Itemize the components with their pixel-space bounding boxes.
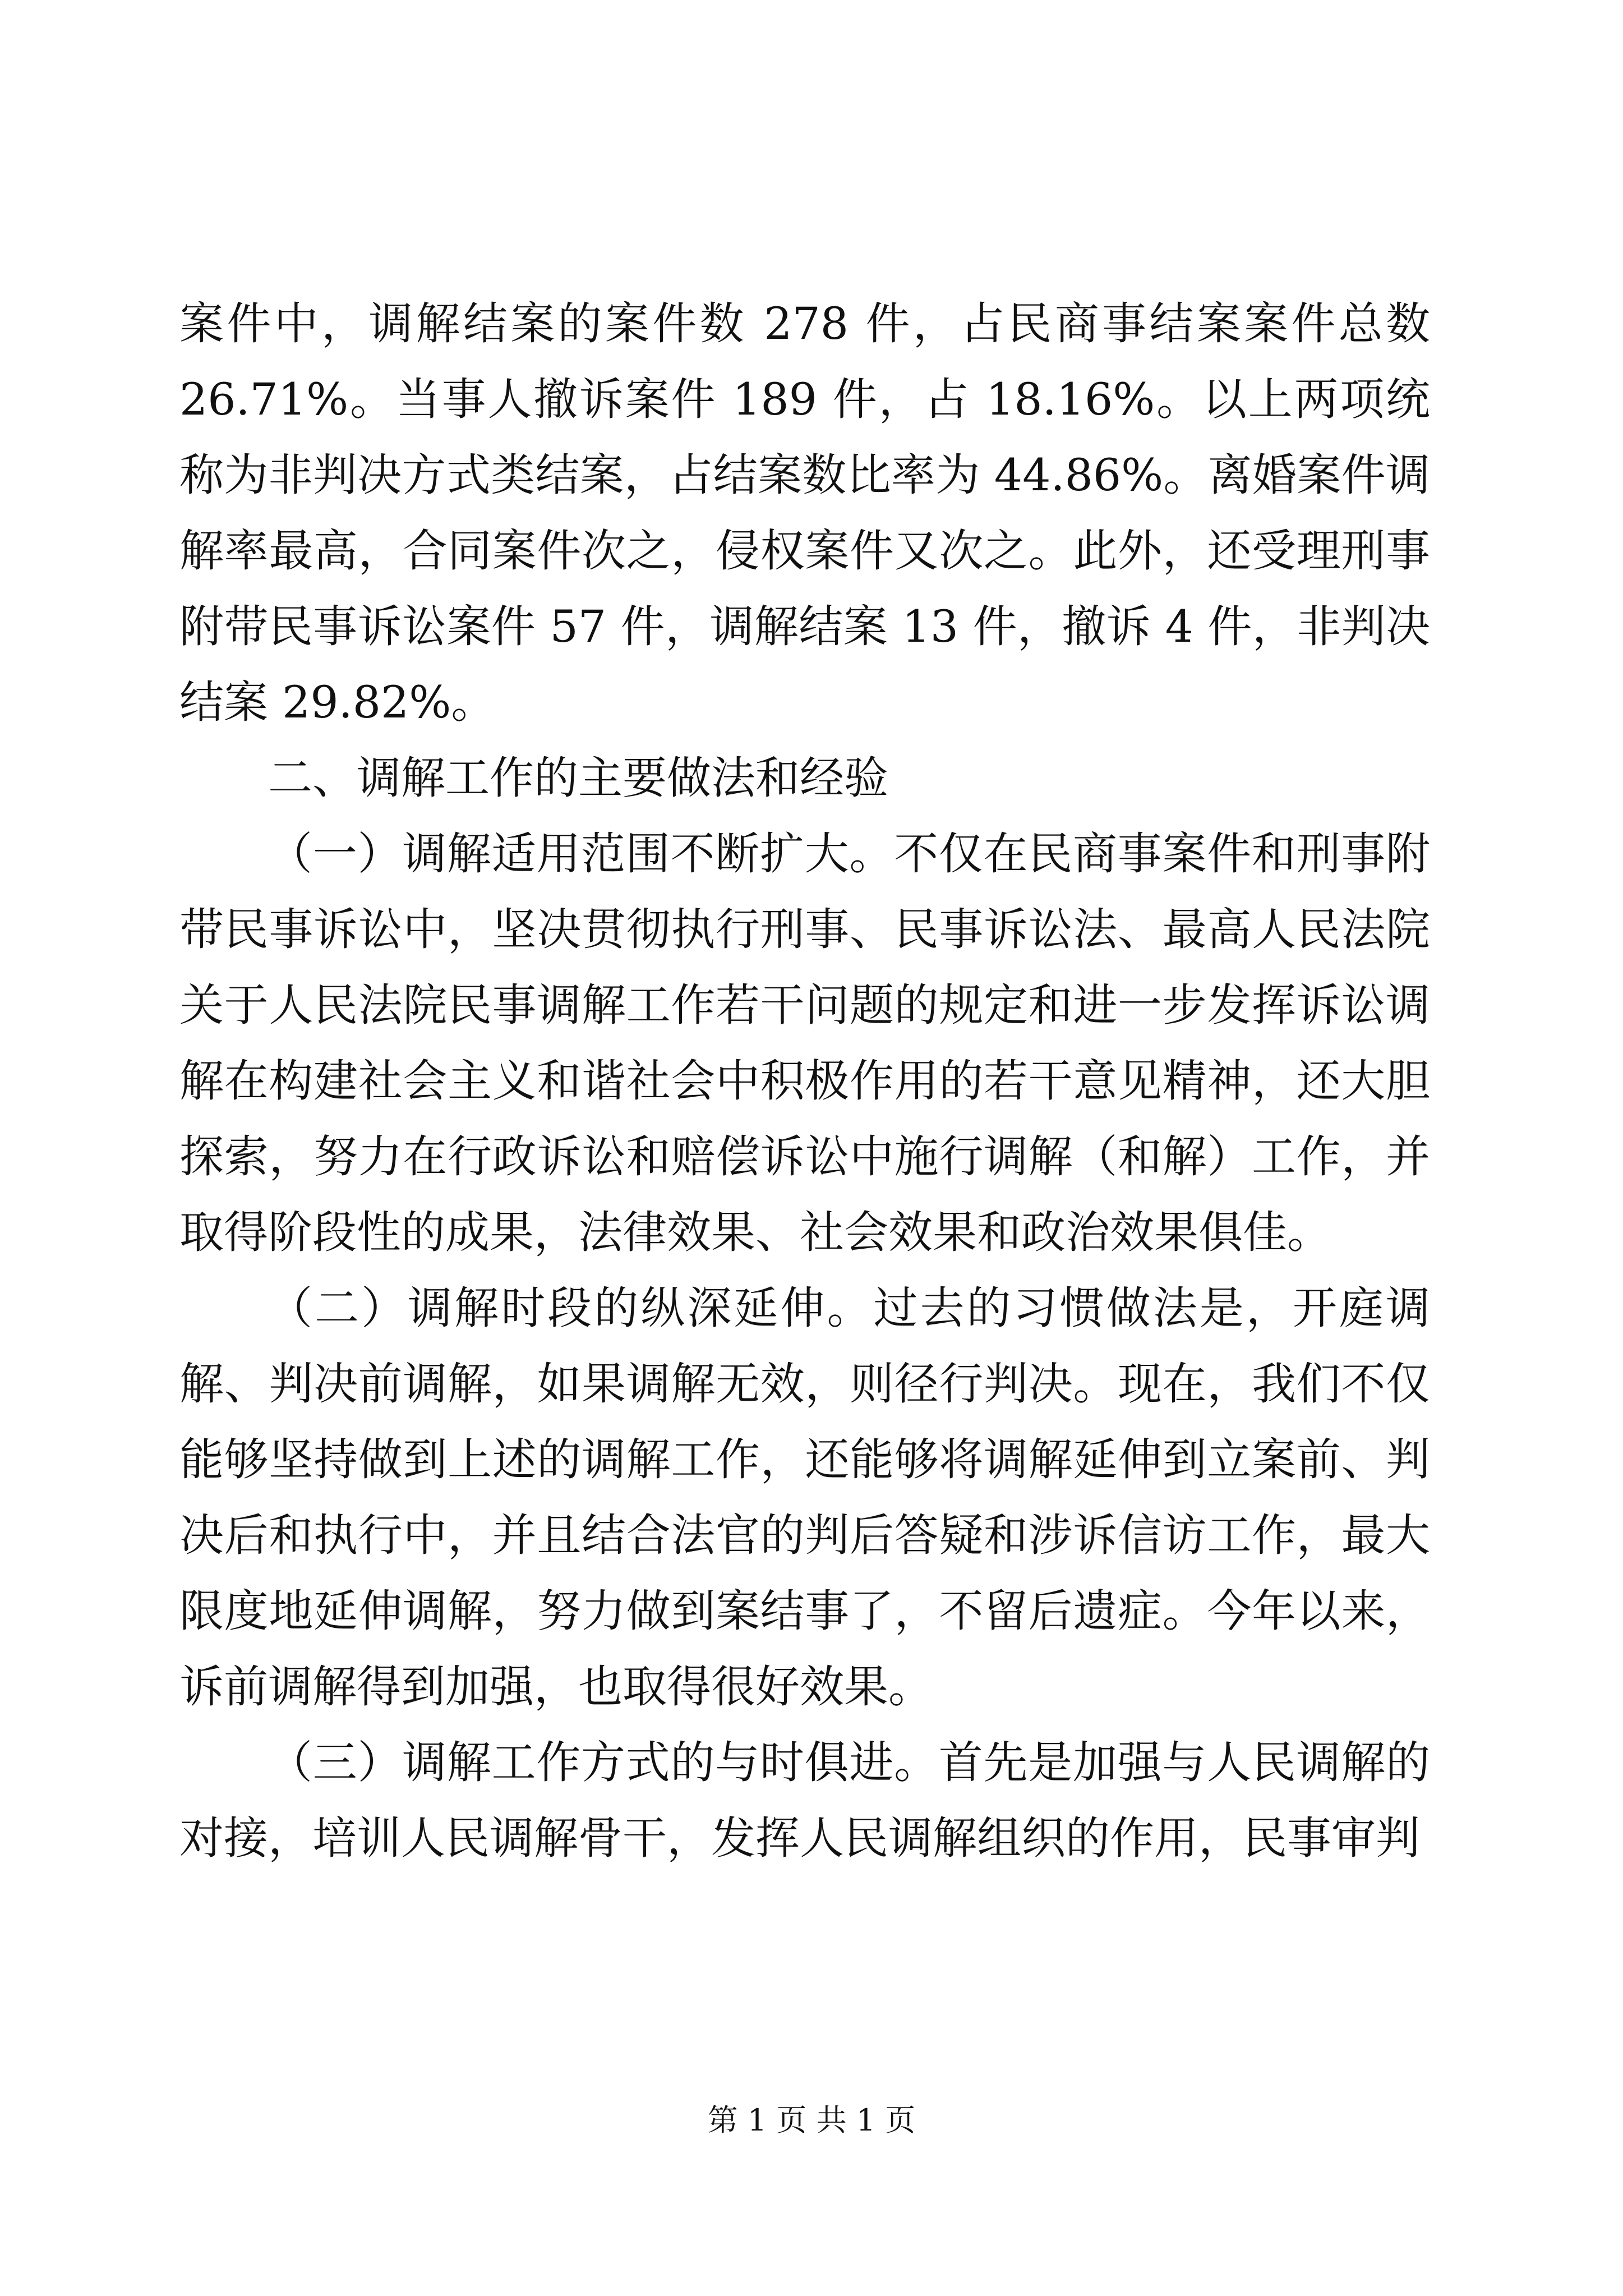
paragraph-scope-expansion: （一）调解适用范围不断扩大。不仅在民商事案件和刑事附带民事诉讼中，坚决贯彻执行刑事、民事诉讼法、最高人民法院关于人民法院民事调解工作若干问题的规定和进一步发挥诉讼调解在构建社会主义和谐社会中积极作用的若干意见精神，还大胆探索，努力在行政诉讼和赔偿诉讼中施行调解（和解）工作，并取得阶段性的成果，法律效果、社会效果和政治效果俱佳。 — [179, 828, 1430, 1258]
section-heading-practices: 二、调解工作的主要做法和经验 — [268, 752, 888, 804]
page-footer: 第 1 页 共 1 页 — [707, 2102, 916, 2138]
document-body — [179, 286, 1430, 1876]
paragraph-methods-advancing: （三）调解工作方式的与时俱进。首先是加强与人民调解的对接，培训人民调解骨干，发挥人民调解组织的作用，民事审判 — [179, 1737, 1430, 1864]
paragraph-time-extension: （二）调解时段的纵深延伸。过去的习惯做法是，开庭调解、判决前调解，如果调解无效，则径行判决。现在，我们不仅能够坚持做到上述的调解工作，还能够将调解延伸到立案前、判决后和执行中，并且结合法官的判后答疑和涉诉信访工作，最大限度地延伸调解，努力做到案结事了，不留后遗症。今年以来，诉前调解得到加强，也取得很好效果。 — [179, 1282, 1430, 1713]
paragraph-case-statistics: 案件中，调解结案的案件数 278 件，占民商事结案案件总数 26.71%。当事人撤诉案件 189 件，占 18.16%。以上两项统称为非判决方式类结案，占结案数比率为 44.86%。离婚案件调解率最高，合同案件次之，侵权案件又次之。此外，还受理刑事附带民事诉讼案件 57 件，调解结案 13 件，撤诉 4 件，非判决结案 29.82%。 — [179, 298, 1430, 728]
